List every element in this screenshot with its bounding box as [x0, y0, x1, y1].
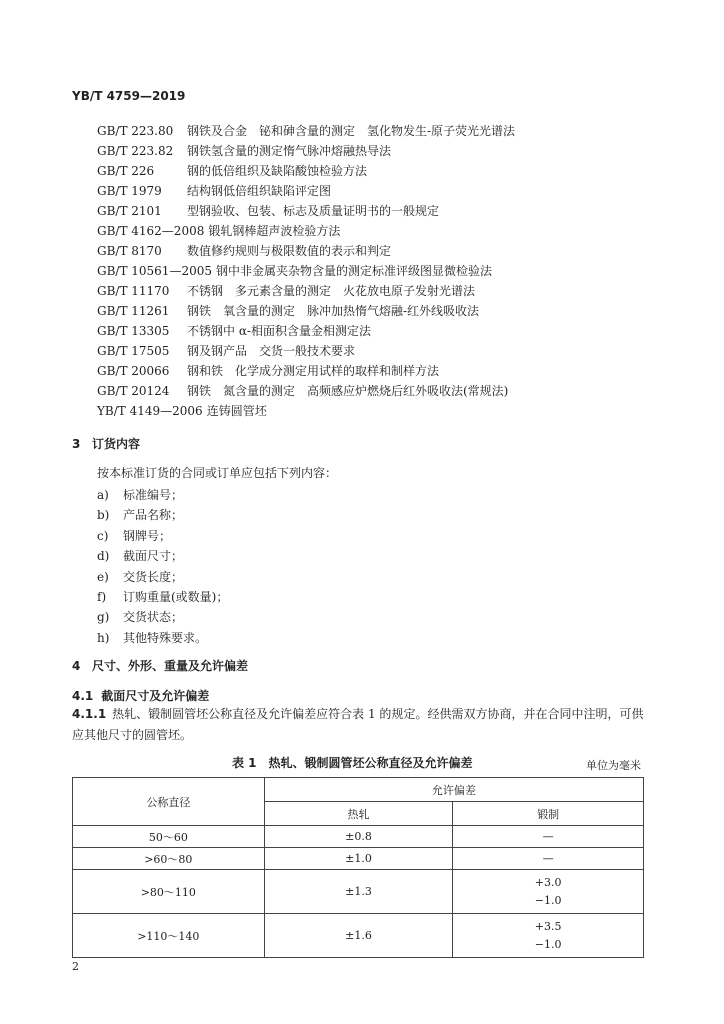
list-text: 产品名称；	[123, 508, 184, 523]
tolerance-table	[72, 777, 644, 958]
reference-item	[97, 281, 515, 301]
ref-code: GB/T 4162—2008	[97, 224, 205, 238]
list-marker: c)	[97, 528, 109, 543]
list-item	[97, 567, 228, 587]
ref-title: 钢铁氢含量的测定惰气脉冲熔融热导法	[187, 144, 392, 158]
list-text: 其他特殊要求。	[123, 630, 208, 645]
reference-item	[97, 361, 515, 381]
ref-code: GB/T 8170	[97, 244, 162, 258]
ref-title: 钢铁及合金 铋和砷含量的测定 氢化物发生-原子荧光光谱法	[187, 124, 516, 138]
section-number: 4.1.1	[72, 707, 107, 721]
forged-minus-tolerance: −1.0	[534, 893, 562, 907]
ref-code: GB/T 226	[97, 164, 155, 178]
ref-title: 钢铁 氮含量的测定 高频感应炉燃烧后红外吸收法(常规法)	[187, 384, 509, 398]
ref-title: 型钢验收、包装、标志及质量证明书的一般规定	[187, 204, 440, 218]
ref-code: GB/T 10561—2005	[97, 264, 212, 278]
table-row	[73, 826, 644, 848]
list-marker: b)	[97, 508, 110, 523]
header-tolerance: 允许偏差	[264, 778, 643, 802]
reference-item	[97, 121, 515, 141]
paragraph-text: 热轧、锻制圆管坯公称直径及允许偏差应符合表 1 的规定。经供需双方协商，并在合同中注明，可供应其他尺寸的圆管坯。	[72, 707, 644, 742]
list-item	[97, 505, 228, 525]
ref-code: GB/T 2101	[97, 204, 162, 218]
cell-hot-rolled: ±0.8	[264, 826, 453, 848]
cell-forged	[453, 870, 644, 914]
normative-references	[97, 121, 515, 421]
reference-item	[97, 341, 515, 361]
table-row	[73, 870, 644, 914]
header-forged: 锻制	[453, 802, 644, 826]
table-row	[73, 914, 644, 958]
list-marker: g)	[97, 610, 110, 625]
table-unit: 单位为毫米	[586, 759, 641, 772]
cell-diameter: >80～110	[73, 870, 265, 914]
list-item	[97, 546, 228, 566]
ref-title: 不锈钢 多元素含量的测定 火花放电原子发射光谱法	[187, 284, 476, 298]
list-text: 截面尺寸；	[123, 549, 184, 564]
table-header-row	[73, 778, 644, 802]
section-number: 4.1	[72, 689, 94, 703]
list-text: 订购重量(或数量)；	[123, 589, 229, 604]
cell-hot-rolled: ±1.0	[264, 848, 453, 870]
list-marker: d)	[97, 549, 110, 564]
forged-minus-tolerance: −1.0	[534, 937, 562, 951]
reference-item	[97, 241, 515, 261]
ref-title: 锻轧钢棒超声波检验方法	[208, 224, 341, 238]
ref-title: 连铸圆管坯	[206, 404, 267, 418]
section-title: 截面尺寸及允许偏差	[101, 689, 210, 703]
cell-hot-rolled: ±1.3	[264, 870, 453, 914]
forged-plus-tolerance: +3.5	[534, 919, 562, 933]
list-item	[97, 587, 228, 607]
list-text: 钢牌号；	[123, 528, 172, 543]
reference-item	[97, 201, 515, 221]
ref-code: GB/T 20066	[97, 364, 170, 378]
list-item	[97, 607, 228, 627]
section-4-1-heading	[72, 687, 209, 704]
cell-diameter: 50～60	[73, 826, 265, 848]
list-marker: a)	[97, 488, 109, 502]
forged-plus-tolerance: +3.0	[534, 875, 562, 889]
ref-title: 钢和铁 化学成分测定用试样的取样和制样方法	[187, 364, 440, 378]
list-marker: e)	[97, 569, 109, 584]
reference-item	[97, 261, 515, 281]
list-text: 交货长度；	[123, 569, 184, 584]
section-number: 3	[72, 437, 81, 451]
ref-code: YB/T 4149—2006	[97, 404, 203, 418]
section-title: 尺寸、外形、重量及允许偏差	[92, 659, 249, 673]
page-number: 2	[72, 960, 79, 973]
cell-diameter: >60～80	[73, 848, 265, 870]
standard-code: YB/T 4759—2019	[72, 89, 186, 103]
ref-code: GB/T 13305	[97, 324, 170, 338]
ref-code: GB/T 223.82	[97, 144, 174, 158]
section-4-heading	[72, 657, 248, 674]
list-item	[97, 526, 228, 546]
ref-title: 钢铁 氧含量的测定 脉冲加热惰气熔融-红外线吸收法	[187, 304, 480, 318]
reference-item	[97, 221, 515, 241]
reference-item	[97, 141, 515, 161]
ref-code: GB/T 1979	[97, 184, 162, 198]
cell-diameter: >110～140	[73, 914, 265, 958]
cell-forged: —	[453, 848, 644, 870]
table-row	[73, 848, 644, 870]
ref-code: GB/T 20124	[97, 384, 170, 398]
header-hot-rolled: 热轧	[264, 802, 453, 826]
reference-item	[97, 321, 515, 341]
cell-forged	[453, 914, 644, 958]
reference-item	[97, 301, 515, 321]
ref-code: GB/T 17505	[97, 344, 170, 358]
table-caption: 表 1 热轧、锻制圆管坯公称直径及允许偏差	[232, 756, 473, 770]
ref-code: GB/T 223.80	[97, 124, 174, 138]
section-number: 4	[72, 659, 81, 673]
order-content-list	[97, 485, 228, 648]
header-diameter: 公称直径	[73, 778, 265, 826]
section-3-intro: 按本标准订货的合同或订单应包括下列内容：	[97, 466, 338, 480]
list-marker: h)	[97, 630, 110, 645]
list-text: 交货状态；	[123, 610, 184, 625]
cell-forged: —	[453, 826, 644, 848]
ref-code: GB/T 11170	[97, 284, 170, 298]
list-text: 标准编号；	[123, 488, 184, 502]
reference-item	[97, 381, 515, 401]
list-marker: f)	[97, 589, 107, 604]
ref-title: 数值修约规则与极限数值的表示和判定	[187, 244, 392, 258]
section-3-heading	[72, 435, 140, 452]
ref-code: GB/T 11261	[97, 304, 170, 318]
section-4-1-1-paragraph	[72, 704, 644, 746]
cell-hot-rolled: ±1.6	[264, 914, 453, 958]
reference-item	[97, 161, 515, 181]
reference-item	[97, 181, 515, 201]
ref-title: 不锈钢中 α-相面积含量金相测定法	[187, 324, 371, 338]
ref-title: 钢的低倍组织及缺陷酸蚀检验方法	[187, 164, 368, 178]
section-title: 订货内容	[92, 437, 141, 451]
ref-title: 钢中非金属夹杂物含量的测定标准评级图显微检验法	[215, 264, 492, 278]
ref-title: 钢及钢产品 交货一般技术要求	[187, 344, 356, 358]
list-item	[97, 485, 228, 505]
list-item	[97, 628, 228, 648]
reference-item	[97, 401, 515, 421]
ref-title: 结构钢低倍组织缺陷评定图	[187, 184, 332, 198]
